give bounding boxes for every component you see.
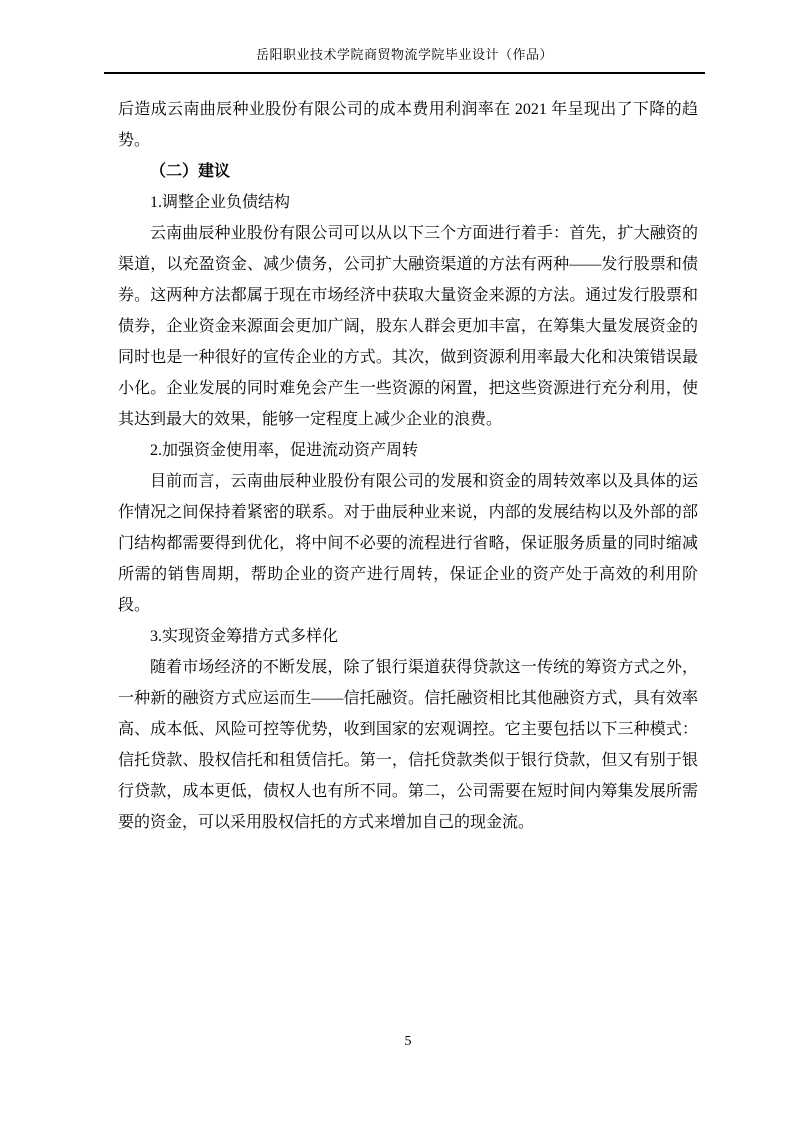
page-number: 5	[404, 1034, 412, 1049]
subsection-body-3: 随着市场经济的不断发展，除了银行渠道获得贷款这一传统的筹资方式之外，一种新的融资方式应运而生——信托融资。信托融资相比其他融资方式，具有效率高、成本低、风险可控等优势，收到国家的宏观调控。它主要包括以下三种模式：信托贷款、股权信托和租赁信托。第一，信托贷款类似于银行贷款，但又有别于银行贷款，成本更低，债权人也有所不同。第二，公司需要在短时间内筹集发展所需要的资金，可以采用股权信托的方式来增加自己的现金流。	[118, 659, 698, 831]
subsection-title-1: 1.调整企业负债结构	[150, 194, 291, 211]
page-footer	[118, 1034, 698, 1050]
subsection-body-2: 目前而言，云南曲辰种业股份有限公司的发展和资金的周转效率以及具体的运作情况之间保持着紧密的联系。对于曲辰种业来说，内部的发展结构以及外部的部门结构都需要得到优化，将中间不必要的流程进行省略，保证服务质量的同时缩减所需的销售周期，帮助企业的资产进行周转，保证企业的资产处于高效的利用阶段。	[118, 473, 698, 614]
page-header	[104, 44, 705, 74]
subsection-body-1: 云南曲辰种业股份有限公司可以从以下三个方面进行着手：首先，扩大融资的渠道，以充盈资金、减少债务，公司扩大融资渠道的方法有两种——发行股票和债券。这两种方法都属于现在市场经济中获取大量资金来源的方法。通过发行股票和债券，企业资金来源面会更加广阔，股东人群会更加丰富，在筹集大量发展资金的同时也是一种很好的宣传企业的方式。其次，做到资源利用率最大化和决策错误最小化。企业发展的同时难免会产生一些资源的闲置，把这些资源进行充分利用，使其达到最大的效果，能够一定程度上减少企业的浪费。	[118, 225, 698, 428]
section-heading-suggestions: （二）建议	[150, 163, 231, 180]
subsection-title-3: 3.实现资金筹措方式多样化	[150, 628, 339, 645]
header-title: 岳阳职业技术学院商贸物流学院毕业设计（作品）	[255, 47, 553, 62]
subsection-title-2: 2.加强资金使用率，促进流动资产周转	[150, 442, 419, 459]
paragraph-intro: 后造成云南曲辰种业股份有限公司的成本费用利润率在 2021 年呈现出了下降的趋势。	[118, 101, 698, 149]
document-body	[118, 94, 698, 838]
